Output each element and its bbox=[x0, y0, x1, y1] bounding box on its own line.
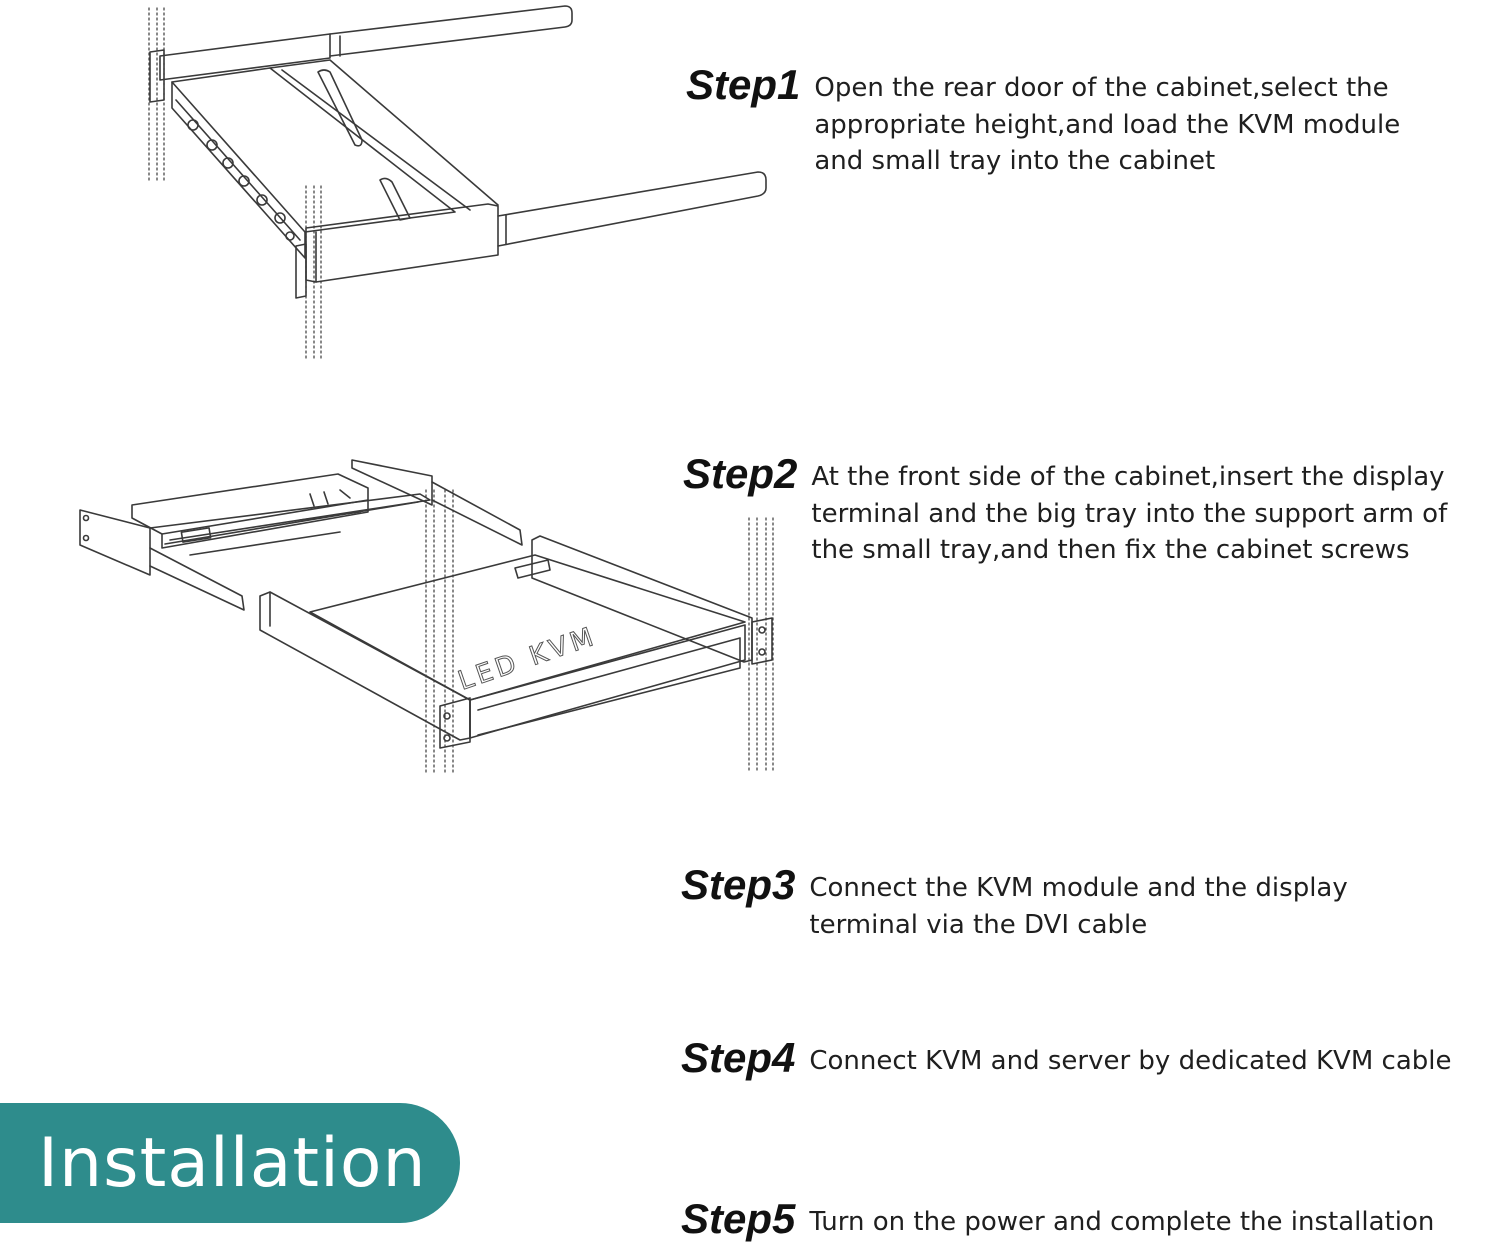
led-kvm-label: LED KVM bbox=[454, 621, 601, 697]
step-5-text: Turn on the power and complete the installation bbox=[809, 1207, 1435, 1237]
step-1 bbox=[686, 61, 1401, 180]
step-4-text: Connect KVM and server by dedicated KVM cable bbox=[809, 1046, 1452, 1076]
step-1-label: Step1 bbox=[686, 61, 801, 108]
step1-tray-diagram bbox=[149, 6, 766, 358]
step2-kvm-diagram bbox=[80, 460, 773, 772]
installation-illustrations bbox=[0, 0, 800, 800]
step-3 bbox=[681, 861, 1348, 943]
installation-badge-text: Installation bbox=[38, 1123, 427, 1203]
step-4-label: Step4 bbox=[681, 1034, 796, 1081]
step-3-text: Connect the KVM module and the display terminal via the DVI cable bbox=[809, 873, 1348, 940]
step-5-label: Step5 bbox=[681, 1195, 796, 1242]
step-2 bbox=[683, 450, 1448, 569]
step-1-text: Open the rear door of the cabinet,select the appropriate height,and load the KVM module and small tray into the cabinet bbox=[814, 73, 1401, 176]
step-4 bbox=[681, 1034, 1452, 1081]
installation-badge bbox=[0, 1103, 460, 1223]
step-3-label: Step3 bbox=[681, 861, 796, 908]
step-2-label: Step2 bbox=[683, 450, 798, 497]
step-5 bbox=[681, 1195, 1435, 1242]
step-2-text: At the front side of the cabinet,insert the display terminal and the big tray into the support arm of the small tray,and then fix the cabinet screws bbox=[811, 462, 1448, 565]
